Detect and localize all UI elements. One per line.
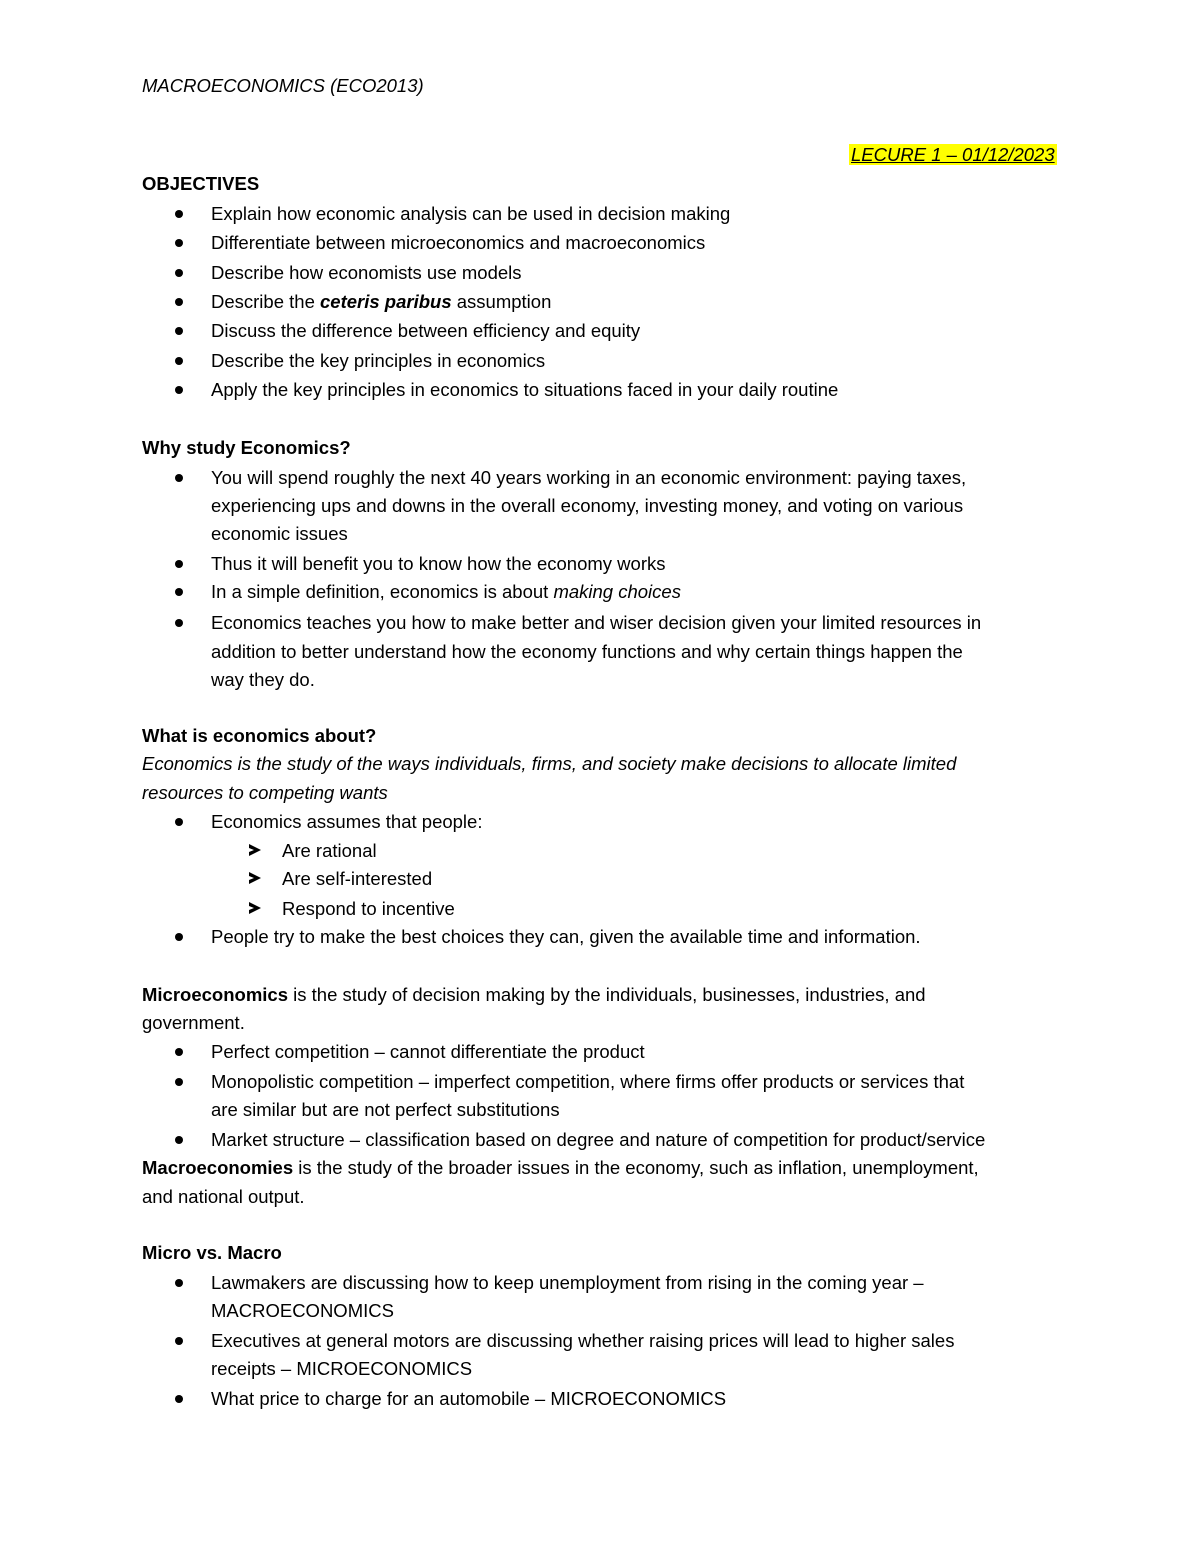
about-heading: What is economics about? bbox=[142, 725, 377, 746]
arrow-bullet-icon bbox=[249, 872, 261, 884]
why-item: Thus it will benefit you to know how the economy works bbox=[211, 553, 666, 574]
objective-item: Describe how economists use models bbox=[211, 262, 522, 283]
bullet-icon bbox=[175, 239, 183, 247]
objective-item: Apply the key principles in economics to situations faced in your daily routine bbox=[211, 379, 839, 400]
bullet-icon bbox=[175, 386, 183, 394]
why-item-line: economic issues bbox=[211, 523, 348, 544]
micro-item: Perfect competition – cannot differentiate the product bbox=[211, 1041, 645, 1062]
example-item: receipts – MICROECONOMICS bbox=[211, 1358, 473, 1379]
bullet-icon bbox=[175, 1078, 183, 1086]
bullet-icon bbox=[175, 1337, 183, 1345]
why-item-line: addition to better understand how the economy functions and why certain things happen the bbox=[211, 641, 963, 662]
macro-term: Macroeconomies bbox=[142, 1157, 294, 1178]
why-item: In a simple definition, economics is about making choices bbox=[211, 581, 681, 602]
example-item: Executives at general motors are discussing whether raising prices will lead to higher sales bbox=[211, 1330, 955, 1351]
objective-item: Discuss the difference between efficiency and equity bbox=[211, 320, 641, 341]
sub-item: Respond to incentive bbox=[282, 898, 455, 919]
objectives-heading: OBJECTIVES bbox=[142, 173, 260, 194]
arrow-bullet-icon bbox=[249, 902, 261, 914]
micro-item: Market structure – classification based on degree and nature of competition for product/service bbox=[211, 1129, 986, 1150]
making-choices-term: making choices bbox=[553, 581, 681, 602]
assumes-item: Economics assumes that people: bbox=[211, 811, 483, 832]
bullet-icon bbox=[175, 269, 183, 277]
bullet-icon bbox=[175, 1279, 183, 1287]
lecture-label bbox=[849, 140, 1057, 169]
bullet-icon bbox=[175, 1395, 183, 1403]
why-item-line: way they do. bbox=[211, 669, 315, 690]
why-study-heading: Why study Economics? bbox=[142, 437, 351, 458]
bullet-icon bbox=[175, 210, 183, 218]
bullet-icon bbox=[175, 619, 183, 627]
lecture-date-highlight: LECURE 1 – 01/12/2023 bbox=[851, 144, 1055, 165]
objective-item: Describe the ceteris paribus assumption bbox=[211, 291, 552, 312]
definition-line: resources to competing wants bbox=[142, 782, 388, 803]
micro-term: Microeconomics bbox=[142, 984, 288, 1005]
why-item-line: experiencing ups and downs in the overall economy, investing money, and voting on various bbox=[211, 495, 964, 516]
course-title: MACROECONOMICS (ECO2013) bbox=[142, 75, 424, 96]
sub-item: Are self-interested bbox=[282, 868, 433, 889]
micro-item: are similar but are not perfect substitutions bbox=[211, 1099, 560, 1120]
definition-line: Economics is the study of the ways individuals, firms, and society make decisions to allocate limited bbox=[142, 753, 957, 774]
micro-vs-macro-heading: Micro vs. Macro bbox=[142, 1242, 282, 1263]
objective-item: Explain how economic analysis can be used in decision making bbox=[211, 203, 731, 224]
micro-definition-line: government. bbox=[142, 1012, 245, 1033]
objective-item: Differentiate between microeconomics and macroeconomics bbox=[211, 232, 706, 253]
bullet-icon bbox=[175, 357, 183, 365]
bullet-icon bbox=[175, 1136, 183, 1144]
bullet-icon bbox=[175, 588, 183, 596]
why-item-line: You will spend roughly the next 40 years working in an economic environment: paying taxes, bbox=[211, 467, 967, 488]
bullet-icon bbox=[175, 933, 183, 941]
bullet-icon bbox=[175, 298, 183, 306]
bullet-icon bbox=[175, 1048, 183, 1056]
example-item: Lawmakers are discussing how to keep unemployment from rising in the coming year – bbox=[211, 1272, 924, 1293]
objective-item: Describe the key principles in economics bbox=[211, 350, 546, 371]
bullet-icon bbox=[175, 327, 183, 335]
micro-definition-line: Microeconomics is the study of decision making by the individuals, businesses, industries, and bbox=[142, 984, 926, 1005]
example-item: What price to charge for an automobile – MICROECONOMICS bbox=[211, 1388, 727, 1409]
bullet-icon bbox=[175, 560, 183, 568]
arrow-bullet-icon bbox=[249, 844, 261, 856]
macro-definition-line: Macroeconomies is the study of the broader issues in the economy, such as inflation, unemployment, bbox=[142, 1157, 979, 1178]
micro-item: Monopolistic competition – imperfect competition, where firms offer products or services that bbox=[211, 1071, 965, 1092]
example-item: MACROECONOMICS bbox=[211, 1300, 394, 1321]
why-item-line: Economics teaches you how to make better and wiser decision given your limited resources in bbox=[211, 612, 982, 633]
bullet-icon bbox=[175, 818, 183, 826]
sub-item: Are rational bbox=[282, 840, 377, 861]
people-item: People try to make the best choices they can, given the available time and information. bbox=[211, 926, 921, 947]
macro-definition-line: and national output. bbox=[142, 1186, 305, 1207]
bullet-icon bbox=[175, 474, 183, 482]
ceteris-paribus-term: ceteris paribus bbox=[320, 291, 452, 312]
